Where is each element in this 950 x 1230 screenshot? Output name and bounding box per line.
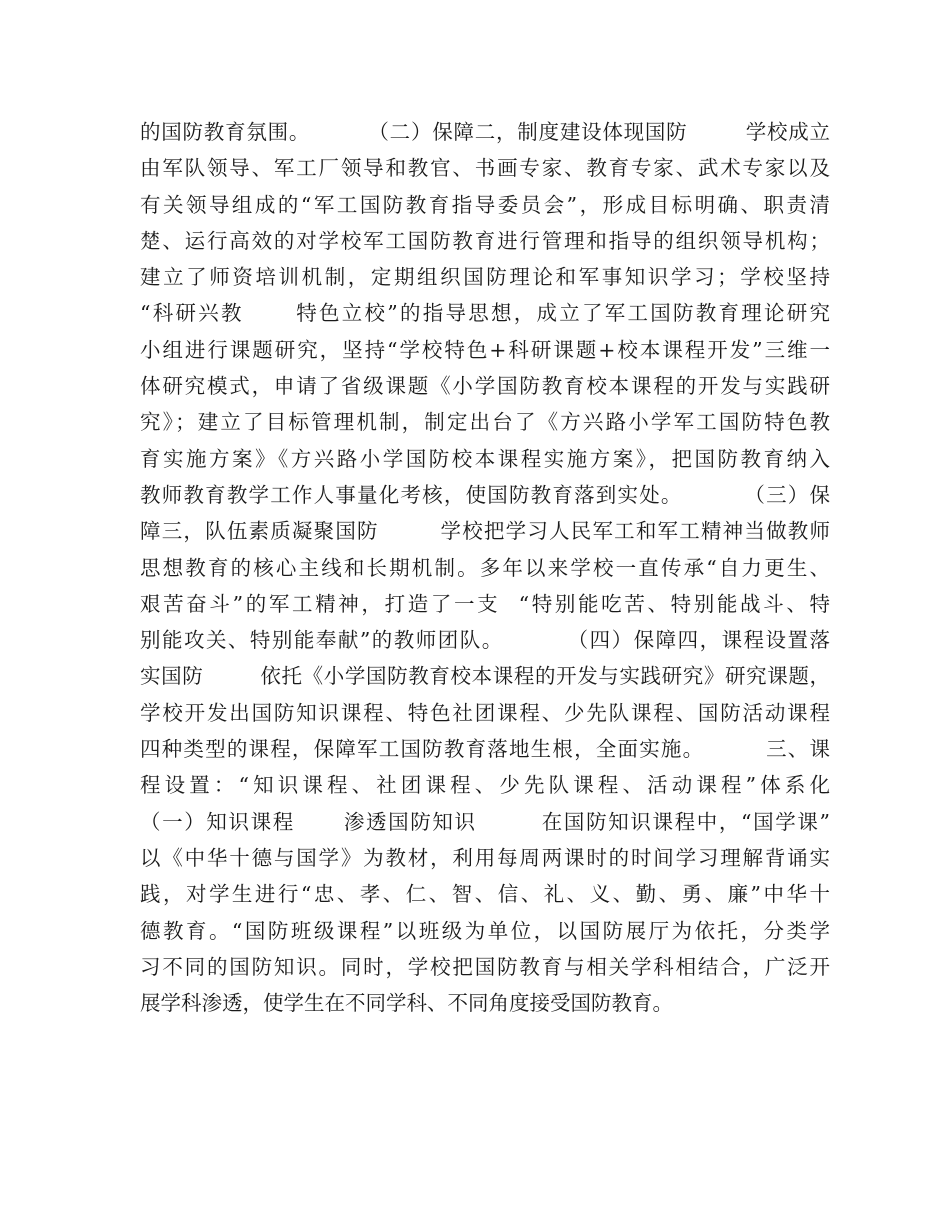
text-line: 思想教育的核心主线和长期机制。多年以来学校一直传承“自力更生、: [140, 555, 830, 580]
body-text: [140, 114, 830, 1021]
text-line: 展学科渗透，使学生在不同学科、不同角度接受国防教育。: [140, 991, 673, 1016]
text-line: 艰苦奋斗”的军工精神，打造了一支 “特别能吃苦、特别能战斗、特: [140, 591, 830, 616]
text-line: 有关领导组成的“军工国防教育指导委员会”，形成目标明确、职责清: [140, 192, 830, 217]
text-line: 的国防教育氛围。 （二）保障二，制度建设体现国防 学校成立: [140, 120, 830, 144]
text-line: 别能攻关、特别能奉献”的教师团队。 （四）保障四，课程设置落: [140, 628, 830, 653]
text-line: 楚、运行高效的对学校军工国防教育进行管理和指导的组织领导机构；: [140, 228, 830, 253]
text-line: 小组进行课题研究，坚持“学校特色+科研课题+校本课程开发”三维一: [140, 337, 830, 362]
text-line: 以《中华十德与国学》为教材，利用每周两课时的时间学习理解背诵实: [140, 845, 830, 870]
text-line: 体研究模式，申请了省级课题《小学国防教育校本课程的开发与实践研: [140, 374, 830, 399]
text-line: 学校开发出国防知识课程、特色社团课程、少先队课程、国防活动课程: [140, 700, 830, 725]
text-line: “科研兴教 特色立校”的指导思想，成立了军工国防教育理论研究: [140, 301, 830, 326]
text-line: 德教育。“国防班级课程”以班级为单位，以国防展厅为依托，分类学: [140, 918, 830, 943]
text-line: 践，对学生进行“忠、孝、仁、智、信、礼、义、勤、勇、廉”中华十: [140, 882, 830, 907]
text-line: 习不同的国防知识。同时，学校把国防教育与相关学科相结合，广泛开: [140, 954, 830, 979]
text-line: （一）知识课程 渗透国防知识 在国防知识课程中，“国学课”: [140, 809, 830, 834]
text-line: 育实施方案》《方兴路小学国防校本课程实施方案》，把国防教育纳入: [140, 446, 830, 471]
text-line: 程设置：“知识课程、社团课程、少先队课程、活动课程”体系化: [140, 773, 830, 798]
text-line: 建立了师资培训机制，定期组织国防理论和军事知识学习；学校坚持: [140, 265, 830, 290]
text-line: 由军队领导、军工厂领导和教官、书画专家、教育专家、武术专家以及: [140, 156, 830, 181]
text-line: 实国防 依托《小学国防教育校本课程的开发与实践研究》研究课题，: [140, 664, 830, 689]
text-line: 究》；建立了目标管理机制，制定出台了《方兴路小学军工国防特色教: [140, 410, 830, 435]
text-line: 四种类型的课程，保障军工国防教育落地生根，全面实施。 三、课: [140, 737, 830, 762]
text-line: 教师教育教学工作人事量化考核，使国防教育落到实处。 （三）保: [140, 482, 830, 507]
text-line: 障三，队伍素质凝聚国防 学校把学习人民军工和军工精神当做教师: [140, 519, 830, 544]
